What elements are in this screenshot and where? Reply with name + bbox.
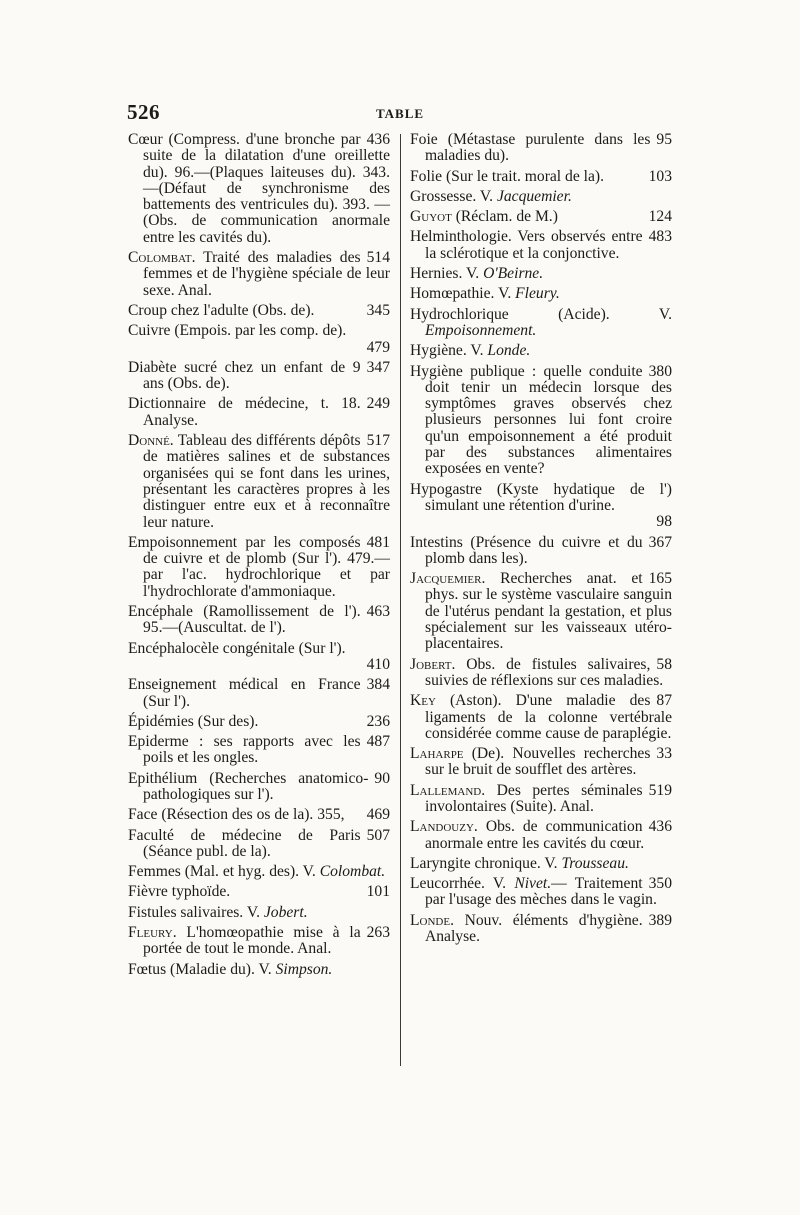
index-entry [128, 905, 390, 921]
page-reference: 236 [366, 712, 390, 730]
index-entry [128, 433, 390, 531]
entry-text: Traité des maladies des femmes et de l'hygiène spéciale de leur sexe. Anal. [143, 249, 390, 299]
entry-author: Guyot [410, 208, 452, 226]
index-entry [128, 677, 390, 710]
page-reference: 33 [656, 745, 672, 763]
entry-text: L'homœopathie mise à la portée de tout le monde. Anal. [143, 924, 361, 958]
page-reference: 367 [648, 533, 672, 551]
page-reference: 263 [366, 924, 390, 942]
index-entry [128, 641, 390, 674]
entry-text: Recherches anat. et phys. sur le système vasculaire sanguin de l'utérus pendant la gestation, et plus spécialement sur les vaisseaux utéro-placentaires. [425, 570, 672, 653]
entry-text: Fistules salivaires. V. [128, 903, 264, 921]
index-entry [410, 819, 672, 852]
index-column-left [128, 132, 390, 982]
column-divider [400, 134, 401, 1066]
entry-text: Encéphalocèle congénitale (Sur l'). [128, 639, 346, 657]
entry-text: Foie (Métastase purulente dans les maladies du). [410, 131, 651, 165]
index-entry [128, 925, 390, 958]
page-reference: 436 [648, 818, 672, 836]
index-entry [410, 343, 672, 359]
entry-cross-reference: Empoisonnement. [425, 321, 537, 339]
page-reference: 481 [366, 533, 390, 551]
entry-cross-reference: Jacquemier. [496, 187, 572, 205]
page-reference: 350 [648, 875, 672, 893]
entry-author: Londe. [410, 911, 454, 929]
entry-cross-reference: Fleury. [515, 285, 560, 303]
entry-text: Femmes (Mal. et hyg. des). V. [128, 863, 320, 881]
index-entry [410, 535, 672, 568]
entry-text: Croup chez l'adulte (Obs. de). [128, 301, 315, 319]
page-reference: 389 [648, 911, 672, 929]
page-reference: 165 [648, 570, 672, 588]
page-reference: 98 [656, 513, 672, 531]
entry-text: Encéphale (Ramollissement de l'). 95.—(Auscultat. de l'). [128, 603, 361, 637]
entry-author: Lallemand. [410, 781, 486, 799]
entry-text: Tableau des différents dépôts de matières salines et de substances organisées qui se font dans les urines, présentant les caractères propres à les distinguer entre eux et à reconnaître leur nature. [143, 432, 390, 531]
entry-text: Leucorrhée. V. [410, 875, 515, 893]
page-reference: 380 [648, 362, 672, 380]
entry-cross-reference: Nivet. [514, 875, 552, 893]
entry-text: Enseignement médical en France (Sur l'). [128, 676, 361, 710]
index-entry [410, 189, 672, 205]
entry-text: Hypogastre (Kyste hydatique de l') simulant une rétention d'urine. [410, 480, 672, 514]
index-entry [128, 884, 390, 900]
page-reference: 101 [366, 883, 390, 901]
page-reference: 507 [366, 826, 390, 844]
entry-text: Épidémies (Sur des). [128, 712, 259, 730]
entry-text: Diabète sucré chez un enfant de 9 ans (Obs. de). [128, 358, 361, 393]
entry-text: Hydrochlorique (Acide). V. [410, 305, 672, 323]
entry-author: Key [410, 692, 436, 710]
page-reference: 517 [366, 432, 390, 450]
entry-text: Obs. de fistules salivaires, suivies de réflexions sur ces maladies. [425, 655, 664, 689]
running-title: TABLE [375, 106, 425, 121]
page-reference: 519 [648, 781, 672, 799]
entry-text: Dictionnaire de médecine, t. 18. Analyse. [128, 395, 361, 429]
index-entry [410, 482, 672, 531]
page-reference: 345 [366, 301, 390, 319]
entry-text: Intestins (Présence du cuivre et du plomb dans les). [410, 533, 643, 567]
entry-text-continued: — Traitement par l'usage des mèches dans le vagin. [425, 875, 657, 909]
entry-text: Hernies. V. [410, 265, 484, 283]
entry-text: Cœur (Compress. d'une bronche par suite de la dilatation d'une oreillette du). 96.—(Plaques laiteuses du). 343.—(Défaut de synchronisme des battements des ventricules du). 393. — (Obs. de communication anormale entre les cavités du). [128, 131, 390, 246]
page-reference: 483 [648, 228, 672, 246]
entry-cross-reference: Londe. [487, 342, 531, 360]
page-reference: 95 [656, 131, 672, 148]
index-entry [128, 250, 390, 299]
index-entry [410, 913, 672, 946]
index-entry [128, 864, 390, 880]
entry-text: Epiderme : ses rapports avec les poils et les ongles. [128, 733, 361, 767]
index-entry [128, 734, 390, 767]
entry-text: Helminthologie. Vers observés entre la sclérotique et la conjonctive. [410, 228, 643, 262]
entry-text: Fièvre typhoïde. [128, 883, 231, 901]
entry-text: Homœpathie. V. [410, 285, 516, 303]
index-entry [410, 266, 672, 282]
index-entry [410, 307, 672, 340]
page-reference: 514 [366, 249, 390, 267]
index-entry [128, 323, 390, 356]
entry-cross-reference: Colombat. [319, 863, 386, 881]
page-reference: 103 [648, 167, 672, 185]
entry-text: Nouv. éléments d'hygiène. Analyse. [425, 911, 643, 946]
page-reference: 58 [656, 655, 672, 673]
index-entry [410, 783, 672, 816]
entry-author: Jacquemier. [410, 570, 486, 588]
page-reference: 487 [366, 733, 390, 751]
index-entry [410, 132, 672, 165]
index-entry [410, 746, 672, 779]
index-entry [410, 693, 672, 742]
index-entry [410, 229, 672, 262]
entry-text: Epithélium (Recherches anatomico-pathologiques sur l'). [128, 769, 369, 803]
entry-cross-reference: O'Beirne. [483, 265, 544, 283]
index-entry [128, 396, 390, 429]
page-reference: 249 [366, 395, 390, 413]
index-entry [410, 169, 672, 185]
index-entry [410, 209, 672, 225]
index-entry [128, 132, 390, 246]
entry-author: Donné. [128, 432, 174, 450]
page-reference: 347 [366, 358, 390, 376]
index-entry [128, 604, 390, 637]
index-entry [128, 360, 390, 393]
entry-text: Fœtus (Maladie du). V. [128, 960, 276, 978]
index-entry [410, 364, 672, 478]
page-number: 526 [127, 100, 160, 124]
entry-author: Laharpe [410, 745, 464, 763]
entry-cross-reference: Trousseau. [561, 854, 629, 872]
entry-author: Landouzy. [410, 818, 478, 836]
index-entry [410, 876, 672, 909]
index-entry [410, 571, 672, 652]
entry-text: (Aston). D'une maladie des ligaments de la colonne vertébrale considérée comme cause de paraplégie. [425, 692, 672, 742]
entry-author: Fleury. [128, 924, 177, 942]
page-reference: 410 [366, 655, 390, 673]
index-entry [128, 771, 390, 804]
entry-text: Empoisonnement par les composés de cuivre et de plomb (Sur l'). 479.—par l'ac. hydrochlorique et par l'hydrochlorate d'ammoniaque. [128, 533, 390, 600]
page-reference: 124 [648, 208, 672, 226]
entry-text: Folie (Sur le trait. moral de la). [410, 167, 605, 185]
entry-text: (De). Nouvelles recherches sur le bruit de soufflet des artères. [425, 745, 651, 779]
index-entry [410, 856, 672, 872]
entry-text: Obs. de communication anormale entre les cavités du cœur. [425, 818, 645, 852]
entry-author: Jobert. [410, 655, 456, 673]
page-reference: 463 [366, 603, 390, 621]
page-reference: 87 [656, 692, 672, 710]
entry-text: (Réclam. de M.) [451, 208, 558, 226]
index-column-right [410, 132, 672, 949]
page-reference: 384 [366, 676, 390, 694]
index-entry [410, 657, 672, 690]
entry-text: Cuivre (Empois. par les comp. de). [128, 322, 347, 340]
entry-text: Face (Résection des os de la). 355, [128, 806, 345, 824]
page-reference: 436 [366, 131, 390, 148]
index-entry [128, 714, 390, 730]
entry-cross-reference: Simpson. [275, 960, 333, 978]
page-reference: 479 [366, 338, 390, 356]
entry-author: Colombat. [128, 249, 196, 267]
index-entry [128, 828, 390, 861]
index-entry [128, 962, 390, 978]
entry-text: Des pertes séminales involontaires (Suite). Anal. [425, 781, 643, 815]
entry-cross-reference: Jobert. [263, 903, 308, 921]
index-entry [128, 535, 390, 600]
entry-text: Hygiène publique : quelle conduite doit tenir un médecin lorsque des symptômes graves observés chez plusieurs personnes lui font croire qu'un empoisonnement a été produit par des substances alimentaires exposées en vente? [410, 362, 672, 478]
page-reference: 469 [366, 806, 390, 824]
index-entry [410, 286, 672, 302]
entry-text: Hygiène. V. [410, 342, 488, 360]
page-reference: 90 [374, 769, 390, 787]
entry-text: Faculté de médecine de Paris (Séance publ. de la). [128, 826, 361, 860]
entry-text: Grossesse. V. [410, 187, 497, 205]
index-entry [128, 807, 390, 823]
entry-text: Laryngite chronique. V. [410, 854, 562, 872]
index-entry [128, 303, 390, 319]
